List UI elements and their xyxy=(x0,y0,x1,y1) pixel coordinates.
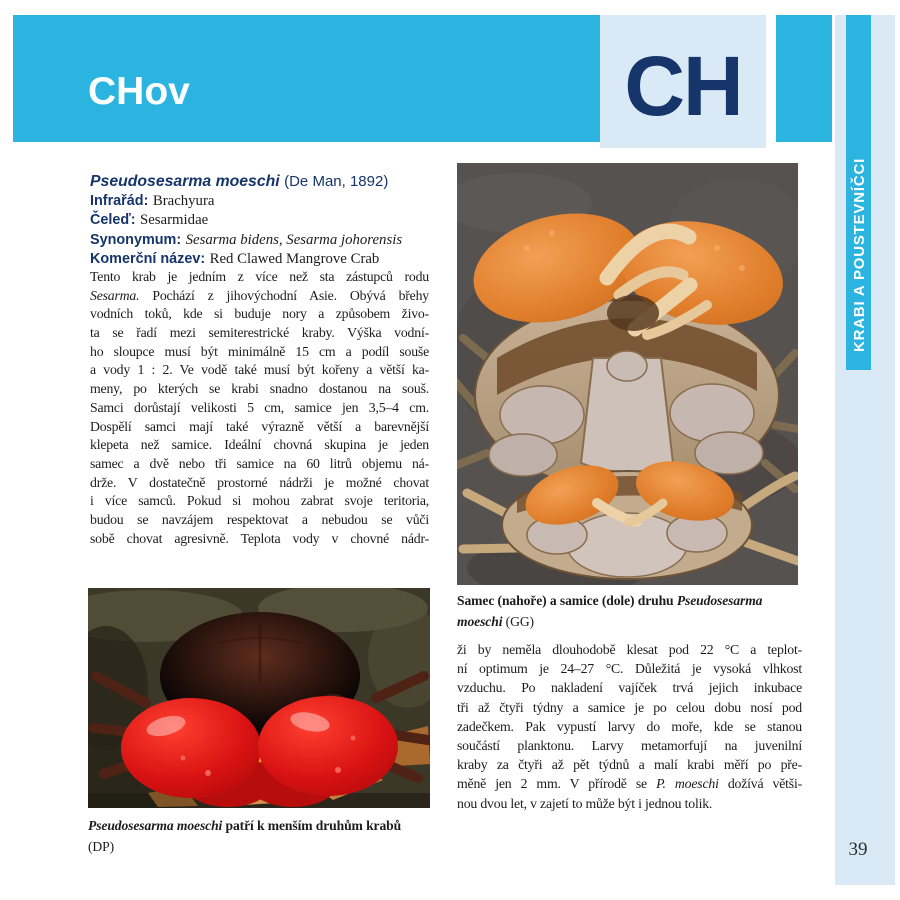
field-value: Red Clawed Mangrove Crab xyxy=(209,250,380,267)
photo-credit: (GG) xyxy=(502,614,534,629)
body-text-line: samec a dvě nebo tři samice na 60 litrů objemu ná- xyxy=(90,455,429,471)
body-text-line: zadečkem. Pak vypustí larvy do moře, kde se stanou xyxy=(457,718,802,734)
body-text-line: drže. V dostatečně prostorné nádrži je možné chovat xyxy=(90,474,429,490)
field-value: Brachyura xyxy=(152,193,215,210)
body-text-line: Dospělí samci mají také výrazně větší a barevnější xyxy=(90,418,429,434)
page-number: 39 xyxy=(848,839,868,860)
body-text-line: kraby za čtyři až pět týdnů a malí krabi měří po pře- xyxy=(457,757,802,773)
body-text-line: nou dvou let, v zajetí to může být i jednou tolik. xyxy=(457,795,713,811)
field-label: Synonymum: xyxy=(90,231,182,248)
field-synonym xyxy=(90,230,429,249)
body-text-line: a vody 1 : 2. Ve vodě také musí být kořeny a větší ka- xyxy=(90,362,429,378)
body-text-line: vodních toků, kde si buduje nory a způsobem živo- xyxy=(90,306,429,322)
photo-credit: (DP) xyxy=(88,839,115,854)
chapter-title: CHov xyxy=(88,70,190,113)
body-text-line: vzduchu. Po nakladení vajíček trvá jejich inkubace xyxy=(457,680,802,696)
line-text: dožívá větši- xyxy=(718,776,802,792)
caption-species-italic: Pseudosesarma moeschi xyxy=(457,593,763,629)
body-text-line: klepeta než samice. Ideální chovná skupina je jeden xyxy=(90,437,429,453)
species-name: Pseudosesarma moeschi xyxy=(90,173,280,190)
field-family xyxy=(90,210,429,229)
caption-species-italic: Pseudosesarma moeschi xyxy=(88,818,223,833)
right-photo-caption xyxy=(457,590,805,632)
left-photo-caption xyxy=(88,815,436,857)
body-text-line: meny, po kterých se krabi snadno dostanou na souš. xyxy=(90,381,429,397)
field-label: Komerční název: xyxy=(90,250,206,267)
genus-italic: Sesarma. xyxy=(90,287,140,303)
body-text-line: součástí planktonu. Larvy metamorfují na juvenilní xyxy=(457,737,802,753)
body-text-line: tři až čtyři týdny a samice je po celou dobu nosí pod xyxy=(457,699,802,715)
right-text-column xyxy=(457,640,802,813)
species-title-line xyxy=(90,172,429,191)
body-text-line: ži by neměla dlouhodobě klesat pod 22 °C a teplot- xyxy=(457,642,802,657)
caption-text: patří k menším druhům krabů xyxy=(222,818,402,833)
chapter-index-letter: CH xyxy=(624,39,742,133)
field-infraorder xyxy=(90,191,429,210)
caption-line xyxy=(88,815,436,836)
field-trade-name xyxy=(90,249,429,268)
body-text-line: Samci dorůstají velikosti 5 cm, samice jen 3,5–4 cm. xyxy=(90,399,429,415)
species-authority: (De Man, 1892) xyxy=(284,173,389,190)
field-label: Infrařád: xyxy=(90,193,149,210)
body-text-line: ho sloupce musí být minimálně 15 cm a podíl souše xyxy=(90,343,429,359)
chapter-header-band xyxy=(13,15,600,142)
line-text: Pochází z jihovýchodní Asie. Obývá břehy xyxy=(139,287,429,303)
field-label: Čeleď: xyxy=(90,212,136,229)
body-text-line: ta se řadí mezi semiterestrické kraby. Výška vodní- xyxy=(90,325,429,341)
field-value: Sesarma bidens, Sesarma johorensis xyxy=(185,231,403,248)
chapter-index-box xyxy=(600,15,766,148)
section-tab-label: KRABI A POUSTEVNÍČCI xyxy=(851,157,868,352)
body-text-line xyxy=(457,774,802,793)
body-text-line: Tento krab je jedním z více než sta zástupců rodu xyxy=(90,269,429,284)
header-accent-block xyxy=(776,15,832,142)
body-text-line xyxy=(90,287,429,306)
field-value: Sesarmidae xyxy=(140,212,209,229)
photo-red-clawed-crab xyxy=(88,588,430,808)
body-text-line: i více samců. Pokud si mohou zabrat svoje teritoria, xyxy=(90,493,429,509)
species-abbrev-italic: P. moeschi xyxy=(656,776,719,792)
body-text-line: sobě chovat agresivně. Teplota vody v chovné nádr- xyxy=(90,530,429,546)
body-text-line: budou se navzájem respektovat a nebudou se vůči xyxy=(90,511,429,527)
photo-male-female-crabs xyxy=(457,163,798,585)
line-text: měně jen 2 mm. V přírodě se xyxy=(457,776,657,792)
species-entry-heading xyxy=(90,172,429,268)
left-text-column xyxy=(90,268,429,548)
body-text-line: ní optimum je 24–27 °C. Důležitá je vysoká vlhkost xyxy=(457,661,802,677)
caption-text: Samec (nahoře) a samice (dole) druhu xyxy=(457,593,677,608)
